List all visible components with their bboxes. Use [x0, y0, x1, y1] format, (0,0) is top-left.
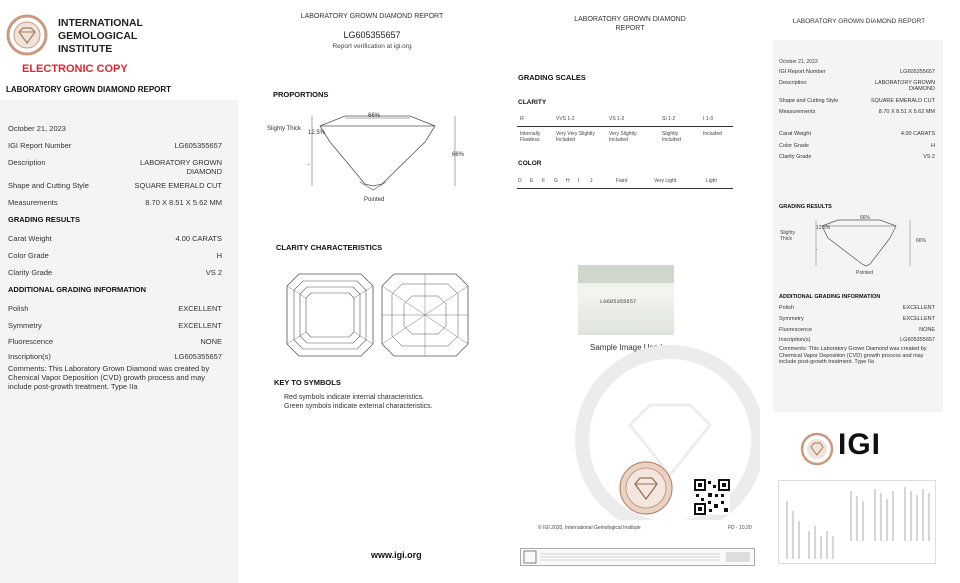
grading-row: Carat Weight 4.00 CARATS [8, 234, 222, 243]
clarity-name: Included [703, 131, 722, 137]
clarity-name: Very Slightly Included [609, 131, 637, 143]
right-field-row: Color Grade H [779, 143, 935, 149]
color-letter: F [542, 178, 546, 184]
crown-percent: 12.5% [308, 130, 326, 136]
grading-row: Clarity Grade VS 2 [8, 268, 222, 277]
right-field-row: Measurements 8.70 X 8.51 X 5.62 MM [779, 109, 935, 115]
clarity-plot-pavilion [380, 272, 470, 358]
clarity-code: SI 1-2 [662, 116, 676, 122]
color-letter: G [554, 178, 558, 184]
right-grading-results-title: GRADING RESULTS [779, 204, 832, 210]
igi-logo-seal-icon [800, 432, 834, 466]
clarity-code: IF [520, 116, 525, 122]
clarity-name: Slightly Included [662, 131, 681, 143]
key-to-symbols-text: Red symbols indicate internal characteristics. Green symbols indicate external characteristics. [284, 394, 433, 410]
right-crown-percent: 12.5% [816, 225, 831, 231]
right-report-title: LABORATORY GROWN DIAMOND REPORT [792, 18, 926, 25]
report-type: LABORATORY GROWN DIAMOND REPORT [6, 85, 172, 94]
org-name: INTERNATIONAL GEMOLOGICAL INSTITUTE [58, 17, 143, 55]
right-field-row: Shape and Cutting Style SQUARE EMERALD CUT [779, 98, 935, 104]
report-verification: Report verification at igi.org [332, 43, 412, 50]
clarity-name: Internally Flawless [520, 131, 541, 143]
color-letter: E [530, 178, 534, 184]
clarity-name: Very Very Slightly Included [556, 131, 595, 143]
right-additional-row: Fluorescence NONE [779, 327, 935, 333]
sample-inscription: LG605355657 [600, 298, 637, 305]
electronic-copy-label: ELECTRONIC COPY [22, 63, 128, 75]
grading-row: Color Grade H [8, 251, 222, 260]
right-field-row: Clarity Grade VS 2 [779, 154, 935, 160]
right-date: October 21, 2023 [779, 59, 818, 65]
comments-text: Comments: This Laboratory Grown Diamond was created by Chemical Vapor Deposition (CVD) growth process and may include post-growth treatment. Type IIa [8, 364, 210, 391]
right-additional-row: Polish EXCELLENT [779, 305, 935, 311]
pavilion-percent: - [308, 162, 310, 168]
depth-percent: 66% [452, 152, 465, 158]
igi-logo-text: IGI [838, 428, 882, 461]
sample-image-shade [578, 265, 674, 283]
clarity-plot-crown [285, 272, 375, 358]
right-depth-percent: 66% [916, 238, 927, 244]
right-pavilion-percent: - [816, 247, 818, 253]
color-letter: H [566, 178, 570, 184]
grading-scales-title: GRADING SCALES [518, 73, 586, 82]
color-name: Light [706, 178, 717, 184]
additional-row: Polish EXCELLENT [8, 304, 222, 313]
additional-grading-title: ADDITIONAL GRADING INFORMATION [8, 285, 147, 294]
proportions-title: PROPORTIONS [273, 90, 329, 99]
clarity-scale-title: CLARITY [518, 99, 547, 106]
igi-seal-icon [6, 14, 48, 56]
middle-report-number: LG605355657 [343, 30, 401, 40]
middle-report-title: LABORATORY GROWN DIAMOND REPORT [300, 13, 444, 20]
color-letter: I [578, 178, 580, 184]
qr-code-icon[interactable] [694, 479, 730, 515]
color-name: Very Light [654, 178, 677, 184]
right-field-row: Carat Weight 4.00 CARATS [779, 131, 935, 137]
field-row: IGI Report Number LG605355657 [8, 141, 222, 150]
mini-report-card [778, 480, 936, 564]
right-proportions-diagram [778, 212, 938, 278]
color-letter: J [590, 178, 593, 184]
right-comments: Comments: This Laboratory Grown Diamond was created by Chemical Vapor Deposition (CVD) growth process and may include post-growth treatment. Type IIa [779, 346, 927, 365]
scales-report-title: LABORATORY GROWN DIAMOND REPORT [574, 16, 686, 32]
clarity-characteristics-title: CLARITY CHARACTERISTICS [276, 243, 383, 252]
color-letter: D [518, 178, 522, 184]
igi-gold-seal-icon [618, 460, 674, 516]
grading-results-title: GRADING RESULTS [8, 215, 80, 224]
color-name: Faint [616, 178, 628, 184]
mini-report-lines [779, 481, 937, 565]
field-row: Measurements 8.70 X 8.51 X 5.62 MM [8, 198, 222, 207]
clarity-scale-line [517, 126, 733, 127]
right-additional-title: ADDITIONAL GRADING INFORMATION [779, 294, 881, 300]
right-field-row: IGI Report Number LG605355657 [779, 69, 935, 75]
right-table-percent: 66% [860, 215, 871, 221]
right-field-row: Description LABORATORY GROWN DIAMOND [779, 80, 935, 92]
field-row: Shape and Cutting Style SQUARE EMERALD CUT [8, 181, 222, 190]
report-date: October 21, 2023 [8, 124, 66, 133]
sample-image [578, 265, 674, 335]
color-scale-title: COLOR [518, 160, 542, 167]
clarity-code: VVS 1-2 [556, 116, 575, 122]
form-code: FD - 10.20 [728, 525, 752, 531]
clarity-code: VS 1-2 [609, 116, 625, 122]
copyright-text: © IGI 2020, International Gemological Institute [538, 525, 641, 531]
additional-row: Fluorescence NONE [8, 337, 222, 346]
website-link[interactable]: www.igi.org [371, 550, 422, 560]
additional-row: Symmetry EXCELLENT [8, 321, 222, 330]
girdle-label: Slighty Thick [267, 126, 301, 132]
field-row: Description LABORATORY GROWN DIAMOND [8, 158, 222, 176]
security-strip [520, 548, 755, 566]
additional-row: Inscription(s) LG605355657 [8, 352, 222, 361]
sample-caption: Sample Image Used [590, 343, 663, 352]
culet-label: Pointed [364, 197, 385, 203]
key-to-symbols-title: KEY TO SYMBOLS [274, 378, 341, 387]
right-girdle-label: Slighty Thick [780, 230, 796, 242]
right-culet-label: Pointed [856, 270, 873, 276]
table-percent: 66% [368, 113, 381, 119]
proportions-diagram [265, 104, 475, 208]
color-scale-line [517, 188, 733, 189]
right-additional-row: Inscription(s) LG605355657 [779, 337, 935, 343]
right-additional-row: Symmetry EXCELLENT [779, 316, 935, 322]
clarity-code: I 1-3 [703, 116, 714, 122]
